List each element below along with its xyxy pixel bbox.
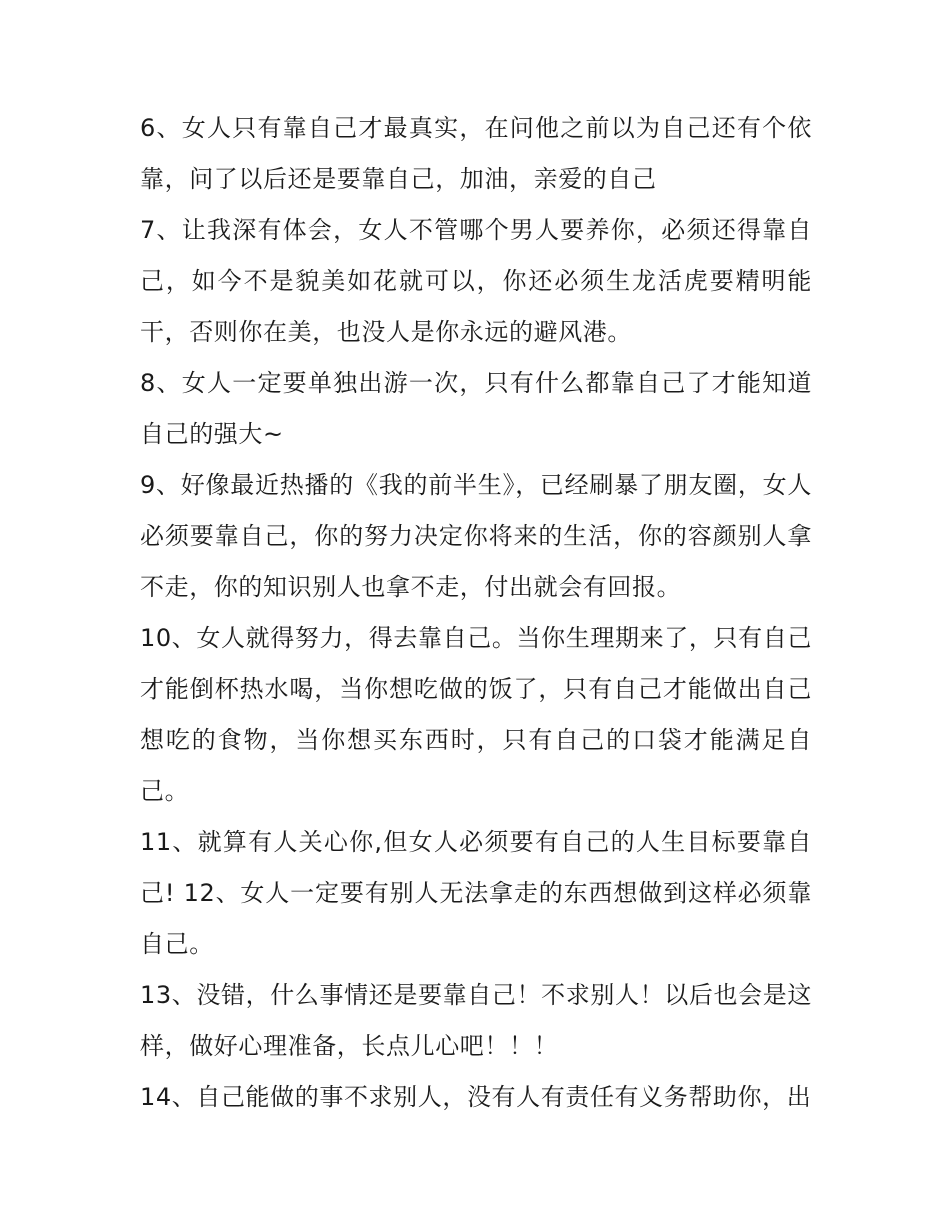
paragraph-10: 10、女人就得努力，得去靠自己。当你生理期来了，只有自己才能倒杯热水喝，当你想吃做的饭了，只有自己才能做出自己想吃的食物，当你想买东西时，只有自己的口袋才能满足自己。 [140,624,812,805]
paragraph-9: 9、好像最近热播的《我的前半生》，已经刷暴了朋友圈，女人必须要靠自己，你的努力决定你将来的生活，你的容颜别人拿不走，你的知识别人也拿不走，付出就会有回报。 [140,471,812,601]
paragraph-6: 6、女人只有靠自己才最真实，在问他之前以为自己还有个依靠，问了以后还是要靠自己，加油，亲爱的自己 [140,114,812,193]
paragraph-13: 13、没错，什么事情还是要靠自己！不求别人！以后也会是这样，做好心理准备，长点儿心吧！！！ [140,981,812,1060]
paragraph-8: 8、女人一定要单独出游一次，只有什么都靠自己了才能知道自己的强大~ [140,369,812,448]
paragraph-11-12: 11、就算有人关心你,但女人必须要有自己的人生目标要靠自己! 12、女人一定要有别人无法拿走的东西想做到这样必须靠自己。 [140,828,812,958]
paragraph-7: 7、让我深有体会，女人不管哪个男人要养你，必须还得靠自己，如今不是貌美如花就可以，你还必须生龙活虎要精明能干，否则你在美，也没人是你永远的避风港。 [140,216,812,346]
paragraph-14: 14、自己能做的事不求别人，没有人有责任有义务帮助你，出 [140,1083,812,1111]
